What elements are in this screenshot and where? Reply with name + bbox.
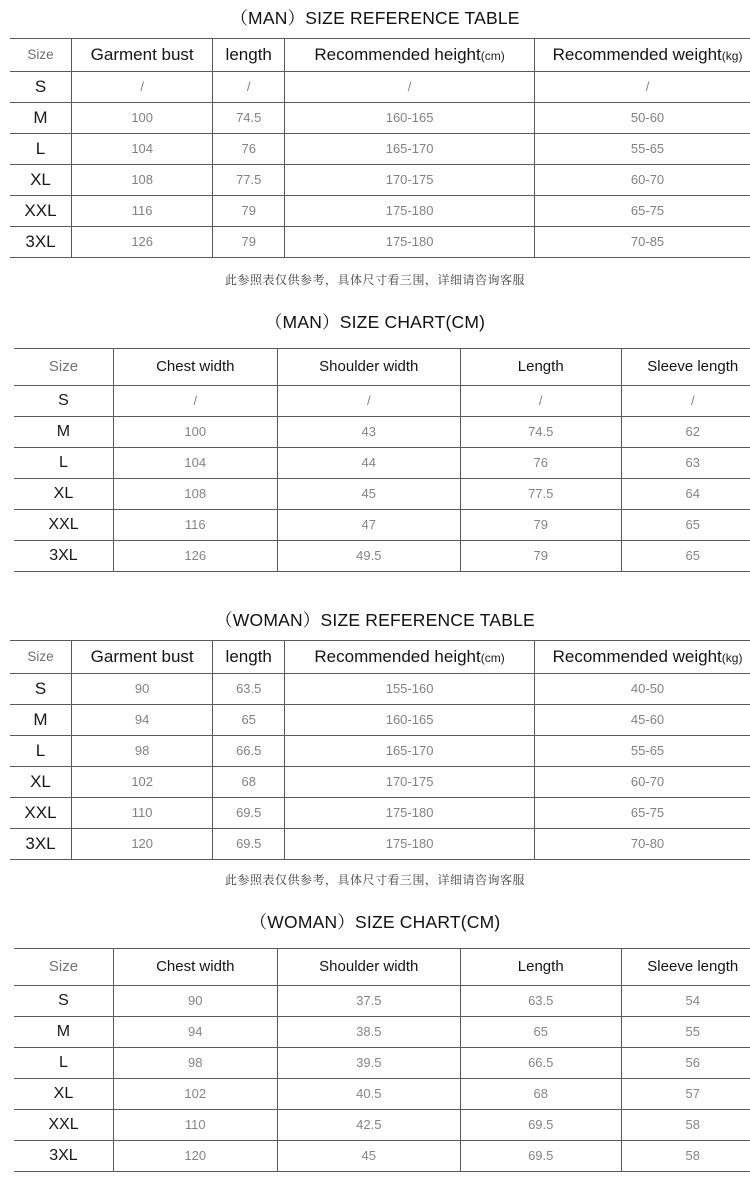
table-man-chart	[14, 348, 750, 572]
cell-recommended-weight: 60-70	[535, 767, 750, 798]
cell-shoulder-width: /	[277, 386, 460, 417]
cell-length: 69.5	[213, 798, 285, 829]
cell-length: 76	[213, 134, 285, 165]
column-header-length: length	[213, 641, 285, 674]
cell-size: XXL	[10, 196, 71, 227]
cell-chest-width: 90	[113, 986, 277, 1017]
cell-size: S	[10, 72, 71, 103]
cell-recommended-height: 170-175	[285, 767, 535, 798]
column-header-chest-width: Chest width	[113, 949, 277, 986]
column-header-shoulder-width: Shoulder width	[277, 349, 460, 386]
cell-size: S	[10, 674, 71, 705]
cell-length: 77.5	[460, 479, 621, 510]
cell-size: L	[14, 1048, 113, 1079]
cell-garment-bust: 100	[71, 103, 212, 134]
column-header-garment-bust: Garment bust	[71, 641, 212, 674]
column-header-sleeve-length: Sleeve length	[621, 949, 750, 986]
cell-garment-bust: 126	[71, 227, 212, 258]
table-woman-reference	[10, 640, 750, 860]
column-header-chest-width: Chest width	[113, 349, 277, 386]
cell-size: L	[14, 448, 113, 479]
cell-size: M	[10, 103, 71, 134]
cell-recommended-weight: 45-60	[535, 705, 750, 736]
cell-garment-bust: 94	[71, 705, 212, 736]
cell-recommended-height: 170-175	[285, 165, 535, 196]
cell-length: 63.5	[460, 986, 621, 1017]
disclaimer-note-woman: 此参照表仅供参考，具体尺寸看三围，详细请咨询客服	[224, 873, 525, 887]
column-header-recommended-weight: Recommended weight(kg)	[535, 641, 750, 674]
cell-recommended-weight: 55-65	[535, 134, 750, 165]
column-header-size: Size	[14, 349, 113, 386]
column-header-length: Length	[460, 949, 621, 986]
cell-size: XXL	[14, 510, 113, 541]
table-row	[10, 165, 750, 196]
cell-chest-width: 126	[113, 541, 277, 572]
section-title-woman-chart: （WOMAN）SIZE CHART(CM)	[249, 912, 501, 932]
table-row	[14, 1079, 750, 1110]
table-row	[10, 767, 750, 798]
cell-size: M	[14, 1017, 113, 1048]
cell-chest-width: 120	[113, 1141, 277, 1172]
cell-shoulder-width: 45	[277, 479, 460, 510]
cell-size: L	[10, 736, 71, 767]
cell-chest-width: 116	[113, 510, 277, 541]
cell-recommended-height: 155-160	[285, 674, 535, 705]
section-title-man-reference: （MAN）SIZE REFERENCE TABLE	[230, 8, 520, 28]
table-row	[10, 134, 750, 165]
cell-garment-bust: 108	[71, 165, 212, 196]
table-row	[10, 72, 750, 103]
cell-sleeve-length: 57	[621, 1079, 750, 1110]
cell-garment-bust: 120	[71, 829, 212, 860]
cell-length: 79	[460, 510, 621, 541]
cell-length: /	[460, 386, 621, 417]
cell-garment-bust: /	[71, 72, 212, 103]
cell-sleeve-length: 58	[621, 1110, 750, 1141]
cell-chest-width: 110	[113, 1110, 277, 1141]
cell-length: 69.5	[460, 1110, 621, 1141]
cell-recommended-weight: /	[535, 72, 750, 103]
cell-sleeve-length: 58	[621, 1141, 750, 1172]
table-woman-chart	[14, 948, 750, 1172]
cell-chest-width: 94	[113, 1017, 277, 1048]
cell-recommended-height: 160-165	[285, 103, 535, 134]
unit-cm: (cm)	[480, 49, 505, 63]
cell-recommended-height: /	[285, 72, 535, 103]
cell-length: 63.5	[213, 674, 285, 705]
cell-sleeve-length: 63	[621, 448, 750, 479]
cell-size: XXL	[14, 1110, 113, 1141]
cell-length: 79	[460, 541, 621, 572]
column-header-recommended-height: Recommended height(cm)	[285, 39, 535, 72]
cell-recommended-height: 175-180	[285, 829, 535, 860]
cell-recommended-height: 165-170	[285, 736, 535, 767]
cell-garment-bust: 98	[71, 736, 212, 767]
cell-size: XL	[14, 479, 113, 510]
cell-shoulder-width: 40.5	[277, 1079, 460, 1110]
cell-length: 74.5	[213, 103, 285, 134]
cell-shoulder-width: 49.5	[277, 541, 460, 572]
cell-recommended-height: 160-165	[285, 705, 535, 736]
cell-garment-bust: 110	[71, 798, 212, 829]
unit-kg: (kg)	[721, 651, 743, 665]
cell-size: S	[14, 386, 113, 417]
cell-recommended-weight: 55-65	[535, 736, 750, 767]
cell-recommended-height: 165-170	[285, 134, 535, 165]
cell-recommended-height: 175-180	[285, 798, 535, 829]
cell-length: 66.5	[460, 1048, 621, 1079]
cell-size: M	[14, 417, 113, 448]
cell-recommended-weight: 60-70	[535, 165, 750, 196]
cell-shoulder-width: 37.5	[277, 986, 460, 1017]
cell-length: 79	[213, 196, 285, 227]
cell-length: 76	[460, 448, 621, 479]
cell-length: 69.5	[460, 1141, 621, 1172]
column-header-recommended-height: Recommended height(cm)	[285, 641, 535, 674]
column-header-size: Size	[10, 641, 71, 674]
cell-length: 65	[460, 1017, 621, 1048]
cell-garment-bust: 102	[71, 767, 212, 798]
cell-sleeve-length: 54	[621, 986, 750, 1017]
cell-sleeve-length: 64	[621, 479, 750, 510]
cell-length: 66.5	[213, 736, 285, 767]
cell-length: 77.5	[213, 165, 285, 196]
column-header-length: length	[213, 39, 285, 72]
cell-garment-bust: 104	[71, 134, 212, 165]
cell-length: 79	[213, 227, 285, 258]
cell-size: S	[14, 986, 113, 1017]
table-row	[14, 417, 750, 448]
cell-recommended-weight: 65-75	[535, 798, 750, 829]
table-row	[10, 705, 750, 736]
disclaimer-note-man: 此参照表仅供参考，具体尺寸看三围，详细请咨询客服	[224, 273, 525, 287]
table-row	[14, 1110, 750, 1141]
cell-size: XXL	[10, 798, 71, 829]
cell-chest-width: 102	[113, 1079, 277, 1110]
column-header-shoulder-width: Shoulder width	[277, 949, 460, 986]
table-row	[14, 386, 750, 417]
cell-chest-width: /	[113, 386, 277, 417]
unit-cm: (cm)	[480, 651, 505, 665]
cell-chest-width: 100	[113, 417, 277, 448]
cell-garment-bust: 90	[71, 674, 212, 705]
table-row	[14, 541, 750, 572]
section-title-man-chart: （MAN）SIZE CHART(CM)	[264, 312, 486, 332]
table-row	[14, 986, 750, 1017]
cell-length: 74.5	[460, 417, 621, 448]
cell-shoulder-width: 42.5	[277, 1110, 460, 1141]
cell-recommended-weight: 70-85	[535, 227, 750, 258]
cell-length: 68	[460, 1079, 621, 1110]
table-row	[10, 227, 750, 258]
table-header-row	[14, 949, 750, 986]
cell-chest-width: 98	[113, 1048, 277, 1079]
table-header-row	[10, 641, 750, 674]
cell-shoulder-width: 44	[277, 448, 460, 479]
table-row	[10, 829, 750, 860]
table-row	[14, 448, 750, 479]
table-row	[10, 103, 750, 134]
table-row	[14, 510, 750, 541]
cell-length: /	[213, 72, 285, 103]
table-row	[14, 1141, 750, 1172]
cell-sleeve-length: 56	[621, 1048, 750, 1079]
table-man-reference	[10, 38, 750, 258]
cell-chest-width: 104	[113, 448, 277, 479]
cell-size: XL	[10, 165, 71, 196]
section-title-woman-reference: （WOMAN）SIZE REFERENCE TABLE	[215, 610, 535, 630]
column-header-size: Size	[10, 39, 71, 72]
cell-size: 3XL	[10, 829, 71, 860]
column-header-recommended-weight: Recommended weight(kg)	[535, 39, 750, 72]
cell-length: 69.5	[213, 829, 285, 860]
cell-recommended-weight: 50-60	[535, 103, 750, 134]
cell-recommended-weight: 70-80	[535, 829, 750, 860]
unit-kg: (kg)	[721, 49, 743, 63]
cell-size: L	[10, 134, 71, 165]
cell-recommended-weight: 65-75	[535, 196, 750, 227]
table-header-row	[10, 39, 750, 72]
cell-size: 3XL	[14, 541, 113, 572]
column-header-sleeve-length: Sleeve length	[621, 349, 750, 386]
cell-chest-width: 108	[113, 479, 277, 510]
cell-size: XL	[14, 1079, 113, 1110]
cell-sleeve-length: 55	[621, 1017, 750, 1048]
cell-size: 3XL	[14, 1141, 113, 1172]
cell-recommended-weight: 40-50	[535, 674, 750, 705]
cell-shoulder-width: 38.5	[277, 1017, 460, 1048]
cell-shoulder-width: 39.5	[277, 1048, 460, 1079]
cell-length: 65	[213, 705, 285, 736]
cell-size: M	[10, 705, 71, 736]
table-row	[10, 674, 750, 705]
table-row	[10, 798, 750, 829]
cell-shoulder-width: 43	[277, 417, 460, 448]
cell-sleeve-length: 62	[621, 417, 750, 448]
column-header-size: Size	[14, 949, 113, 986]
cell-shoulder-width: 45	[277, 1141, 460, 1172]
cell-recommended-height: 175-180	[285, 196, 535, 227]
table-row	[10, 736, 750, 767]
cell-size: XL	[10, 767, 71, 798]
cell-length: 68	[213, 767, 285, 798]
table-header-row	[14, 349, 750, 386]
column-header-length: Length	[460, 349, 621, 386]
table-row	[10, 196, 750, 227]
cell-garment-bust: 116	[71, 196, 212, 227]
cell-sleeve-length: /	[621, 386, 750, 417]
cell-shoulder-width: 47	[277, 510, 460, 541]
cell-size: 3XL	[10, 227, 71, 258]
table-row	[14, 479, 750, 510]
column-header-garment-bust: Garment bust	[71, 39, 212, 72]
cell-sleeve-length: 65	[621, 541, 750, 572]
table-row	[14, 1048, 750, 1079]
cell-sleeve-length: 65	[621, 510, 750, 541]
table-row	[14, 1017, 750, 1048]
cell-recommended-height: 175-180	[285, 227, 535, 258]
